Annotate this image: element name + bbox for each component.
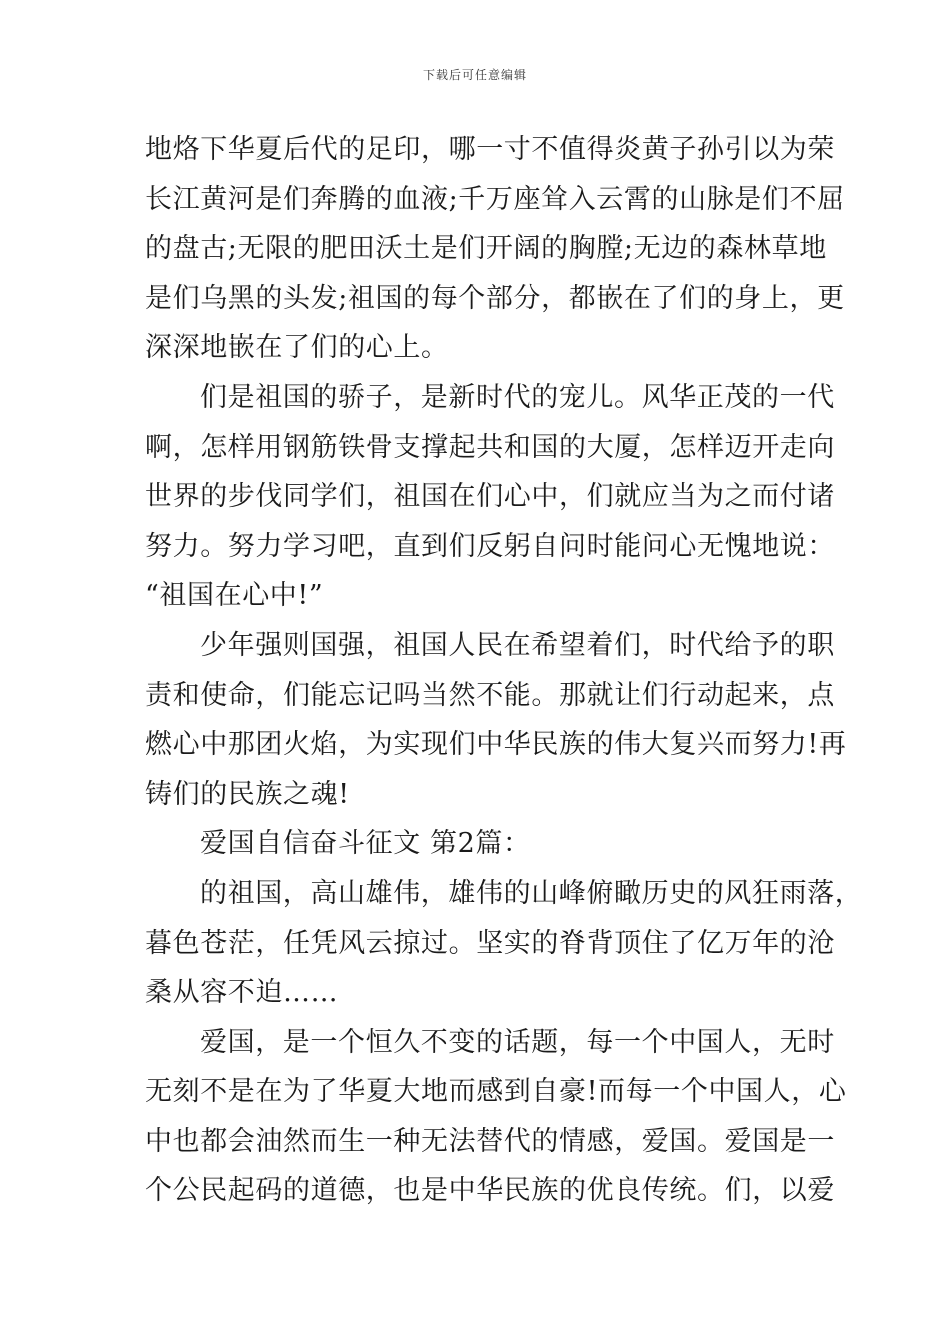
text-line: 无刻不是在为了华夏大地而感到自豪!而每一个中国人，心 <box>145 1076 847 1108</box>
text-line: 长江黄河是们奔腾的血液;千万座耸入云霄的山脉是们不屈 <box>145 183 845 215</box>
text-line: 是们乌黑的头发;祖国的每个部分，都嵌在了们的身上，更 <box>145 282 845 314</box>
section-heading: 爱国自信奋斗征文 第2篇： <box>200 828 531 860</box>
text-line: 中也都会油然而生一种无法替代的情感，爱国。爱国是一 <box>145 1125 835 1157</box>
text-line: 地烙下华夏后代的足印，哪一寸不值得炎黄子孙引以为荣 <box>145 134 835 165</box>
text-line: “祖国在心中!” <box>145 580 324 612</box>
paragraph-first-line: 爱国，是一个恒久不变的话题，每一个中国人，无时 <box>200 1026 835 1058</box>
paragraph-first-line: 的祖国，高山雄伟，雄伟的山峰俯瞰历史的风狂雨落， <box>200 877 863 909</box>
text-line: 的盘古;无限的肥田沃土是们开阔的胸膛;无边的森林草地 <box>145 233 827 265</box>
page-header: 下载后可任意编辑 <box>422 68 527 82</box>
text-line: 深深地嵌在了们的心上。 <box>145 332 449 364</box>
paragraph-first-line: 们是祖国的骄子，是新时代的宠儿。风华正茂的一代 <box>200 381 835 413</box>
text-line: 个公民起码的道德，也是中华民族的优良传统。们，以爱 <box>145 1175 835 1207</box>
text-line: 努力。努力学习吧，直到们反躬自问时能问心无愧地说： <box>145 530 835 562</box>
text-line: 桑从容不迫…… <box>145 977 339 1009</box>
document-body <box>145 125 863 1216</box>
text-line: 世界的步伐同学们，祖国在们心中，们就应当为之而付诸 <box>145 481 835 513</box>
text-line: 铸们的民族之魂! <box>145 778 350 810</box>
paragraph-first-line: 少年强则国强，祖国人民在希望着们，时代给予的职 <box>200 629 835 661</box>
text-line: 燃心中那团火焰，为实现们中华民族的伟大复兴而努力!再 <box>145 729 847 761</box>
text-line: 暮色苍茫，任凭风云掠过。坚实的脊背顶住了亿万年的沧 <box>145 927 835 959</box>
text-line: 责和使命，们能忘记吗当然不能。那就让们行动起来，点 <box>145 679 835 711</box>
text-line: 啊，怎样用钢筋铁骨支撑起共和国的大厦，怎样迈开走向 <box>145 431 835 463</box>
